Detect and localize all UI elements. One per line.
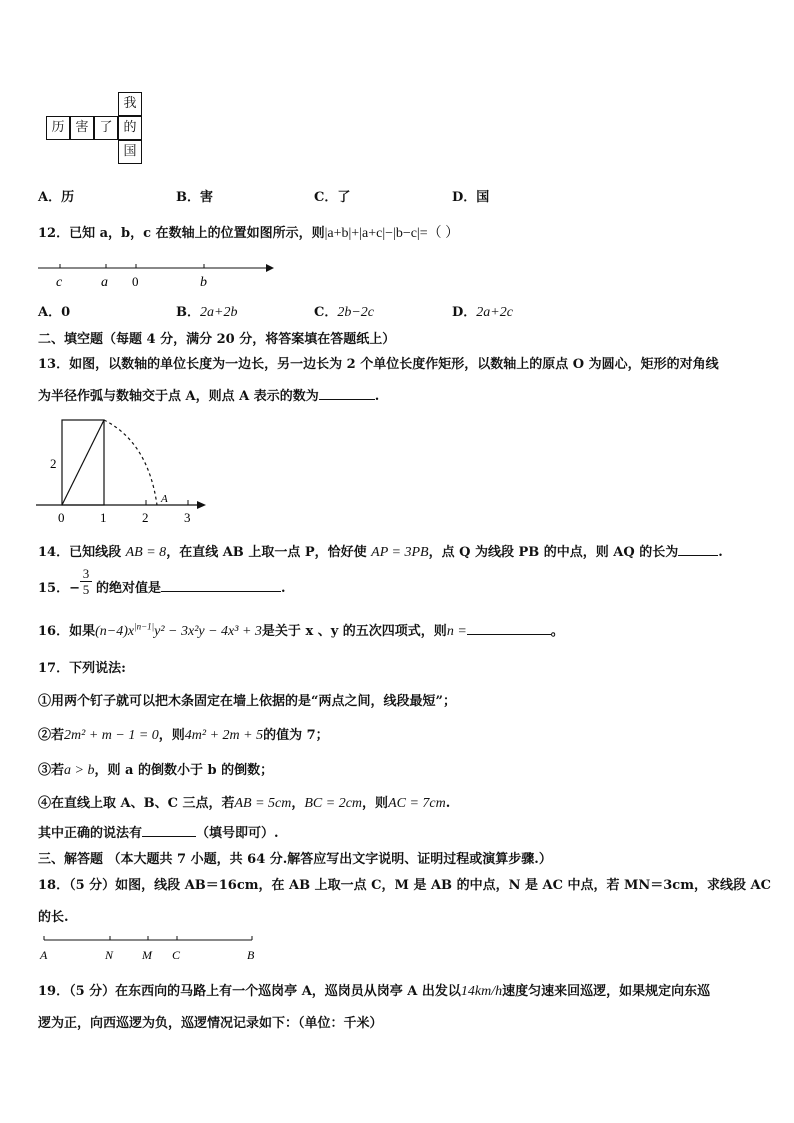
q19-text: 19．（5 分）在东西向的马路上有一个巡岗亭 A，巡岗员从岗亭 A 出发以 bbox=[38, 984, 461, 999]
q12-option-d-label: D． bbox=[452, 305, 477, 320]
q17-math: AC = 7cm bbox=[388, 796, 446, 811]
q18-line2: 的长. bbox=[38, 910, 69, 925]
q17-math: 2m² + m − 1 = 0 bbox=[64, 728, 159, 743]
point-label-b: B bbox=[247, 948, 255, 962]
q17-text: ③若 bbox=[38, 763, 65, 778]
tick-label-0: 0 bbox=[58, 510, 65, 525]
point-a-label: A bbox=[161, 493, 168, 505]
q12-option-b bbox=[176, 301, 237, 321]
q14-text: ，在直线 AB 上取一点 P，恰好使 bbox=[166, 545, 372, 560]
answer-blank bbox=[142, 824, 196, 837]
q12-expression: |a+b|+|a+c|−|b−c|=（ ） bbox=[324, 226, 460, 241]
point-label-c: C bbox=[172, 948, 181, 962]
net-cell: 我 bbox=[118, 92, 142, 116]
q17-answer-line bbox=[38, 822, 279, 841]
tick-label-3: 3 bbox=[184, 510, 191, 525]
q17-text: ， bbox=[291, 796, 305, 811]
section2-heading: 二、填空题（每题 4 分，满分 20 分，将答案填在答题纸上） bbox=[38, 332, 396, 347]
q16-math: n = bbox=[446, 624, 467, 639]
q17-statement-1: ①用两个钉子就可以把木条固定在墙上依据的是“两点之间，线段最短”； bbox=[38, 694, 456, 709]
answer-blank bbox=[161, 579, 281, 592]
q16-text: 是关于 x 、y 的五次四项式，则 bbox=[261, 624, 447, 639]
q17-text: ，则 bbox=[362, 796, 389, 811]
section3-heading: 三、解答题 （本大题共 7 小题，共 64 分.解答应写出文字说明、证明过程或演算步骤.） bbox=[38, 852, 552, 867]
q17-statement-4 bbox=[38, 792, 450, 812]
point-label-n: N bbox=[105, 948, 114, 962]
answer-blank bbox=[319, 387, 375, 400]
q15-prefix: 15．− bbox=[38, 581, 80, 596]
q12-option-c bbox=[314, 301, 374, 321]
q15-text: . bbox=[281, 581, 286, 596]
q11-option-c: C．了 bbox=[314, 190, 351, 205]
q13-figure bbox=[36, 412, 216, 528]
q12-option-b-expr: 2a+2b bbox=[200, 305, 238, 320]
tick-label-2: 2 bbox=[142, 510, 149, 525]
side-length-label: 2 bbox=[50, 456, 57, 471]
q16-math: y² − 3x²y − 4x³ + 3 bbox=[154, 624, 262, 639]
q19-line1 bbox=[38, 980, 710, 1000]
q17-text: ，则 bbox=[158, 728, 185, 743]
q15-fraction bbox=[80, 566, 92, 597]
q16-math: (n−4)x bbox=[95, 624, 135, 639]
point-label-m: M bbox=[142, 948, 152, 962]
q17-text: . bbox=[445, 796, 451, 811]
q12-option-d bbox=[452, 301, 513, 321]
q17-math: AB = 5cm bbox=[234, 796, 292, 811]
fraction-denominator: 5 bbox=[82, 582, 90, 597]
axis-label-c: c bbox=[56, 275, 63, 290]
q12-stem-text: 12．已知 a，b，c 在数轴上的位置如图所示，则 bbox=[38, 226, 325, 241]
net-cell: 的 bbox=[118, 116, 142, 140]
q13-line2-text: 为半径作弧与数轴交于点 A，则点 A 表示的数为 bbox=[38, 389, 319, 404]
q18-segment-figure bbox=[38, 932, 268, 964]
net-cell: 害 bbox=[70, 116, 94, 140]
q12-option-c-expr: 2b−2c bbox=[337, 305, 375, 320]
axis-label-0: 0 bbox=[132, 274, 139, 289]
q11-option-a: A．历 bbox=[38, 190, 75, 205]
q12-option-d-expr: 2a+2c bbox=[476, 305, 513, 320]
axis-label-b: b bbox=[200, 275, 207, 290]
q17-text: ，则 a 的倒数小于 b 的倒数； bbox=[94, 763, 274, 778]
axis-label-a: a bbox=[101, 275, 108, 290]
q14-math: AB = 8 bbox=[125, 545, 167, 560]
q17-text: 的值为 7； bbox=[263, 728, 329, 743]
q17-text: ②若 bbox=[38, 728, 65, 743]
q14-math: AP = 3PB bbox=[371, 545, 429, 560]
q13-line2: 为半径作弧与数轴交于点 A，则点 A 表示的数为 . bbox=[38, 389, 380, 404]
q16 bbox=[38, 620, 564, 640]
q12-option-b-label: B． bbox=[176, 305, 200, 320]
q19-text: 速度匀速来回巡逻，如果规定向东巡 bbox=[502, 984, 711, 999]
q18-line1: 18．（5 分）如图，线段 AB＝16cm，在 AB 上取一点 C，M 是 AB 的中点，N 是 AC 中点，若 MN＝3cm，求线段 AC bbox=[38, 878, 771, 893]
q14 bbox=[38, 541, 723, 561]
q17-text: ④在直线上取 A、B、C 三点，若 bbox=[38, 796, 235, 811]
q15 bbox=[38, 577, 80, 596]
q12-option-c-label: C． bbox=[314, 305, 338, 320]
q14-text: . bbox=[718, 545, 723, 560]
point-label-a: A bbox=[40, 948, 48, 962]
q17-statement-2 bbox=[38, 724, 329, 744]
q17-math: BC = 2cm bbox=[304, 796, 363, 811]
q19-speed: 14km/h bbox=[460, 984, 503, 999]
net-cell: 了 bbox=[94, 116, 118, 140]
q13-line1: 13．如图，以数轴的单位长度为一边长，另一边长为 2 个单位长度作矩形，以数轴上的原点 O 为圆心，矩形的对角线 bbox=[38, 357, 719, 372]
q15-text: 的绝对值是 bbox=[96, 581, 162, 596]
tick-label-1: 1 bbox=[100, 510, 107, 525]
q11-option-b: B．害 bbox=[176, 190, 213, 205]
q11-option-d: D．国 bbox=[452, 190, 490, 205]
q19-line2: 逻为正，向西巡逻为负，巡逻情况记录如下：（单位：千米） bbox=[38, 1016, 383, 1031]
net-cell: 国 bbox=[118, 140, 142, 164]
q16-exponent: |n−1| bbox=[134, 621, 155, 632]
q17-text: （填号即可）. bbox=[196, 826, 279, 841]
q12-number-line bbox=[38, 256, 278, 290]
q14-text: 14．已知线段 bbox=[38, 545, 126, 560]
q16-text: 。 bbox=[550, 624, 564, 639]
q15-rest bbox=[96, 577, 286, 596]
fraction-numerator: 3 bbox=[80, 566, 92, 582]
answer-blank bbox=[678, 543, 718, 556]
net-cell: 历 bbox=[46, 116, 70, 140]
q12-option-a: A．0 bbox=[38, 305, 71, 320]
q17-math: 4m² + 2m + 5 bbox=[184, 728, 264, 743]
q16-text: 16．如果 bbox=[38, 624, 96, 639]
q17-title: 17．下列说法: bbox=[38, 661, 126, 676]
q17-text: 其中正确的说法有 bbox=[38, 826, 143, 841]
q14-text: ，点 Q 为线段 PB 的中点，则 AQ 的长为 bbox=[428, 545, 679, 560]
answer-blank bbox=[467, 622, 551, 635]
q17-math: a > b bbox=[64, 763, 95, 778]
q17-statement-3 bbox=[38, 759, 273, 779]
q12-stem bbox=[38, 222, 459, 242]
